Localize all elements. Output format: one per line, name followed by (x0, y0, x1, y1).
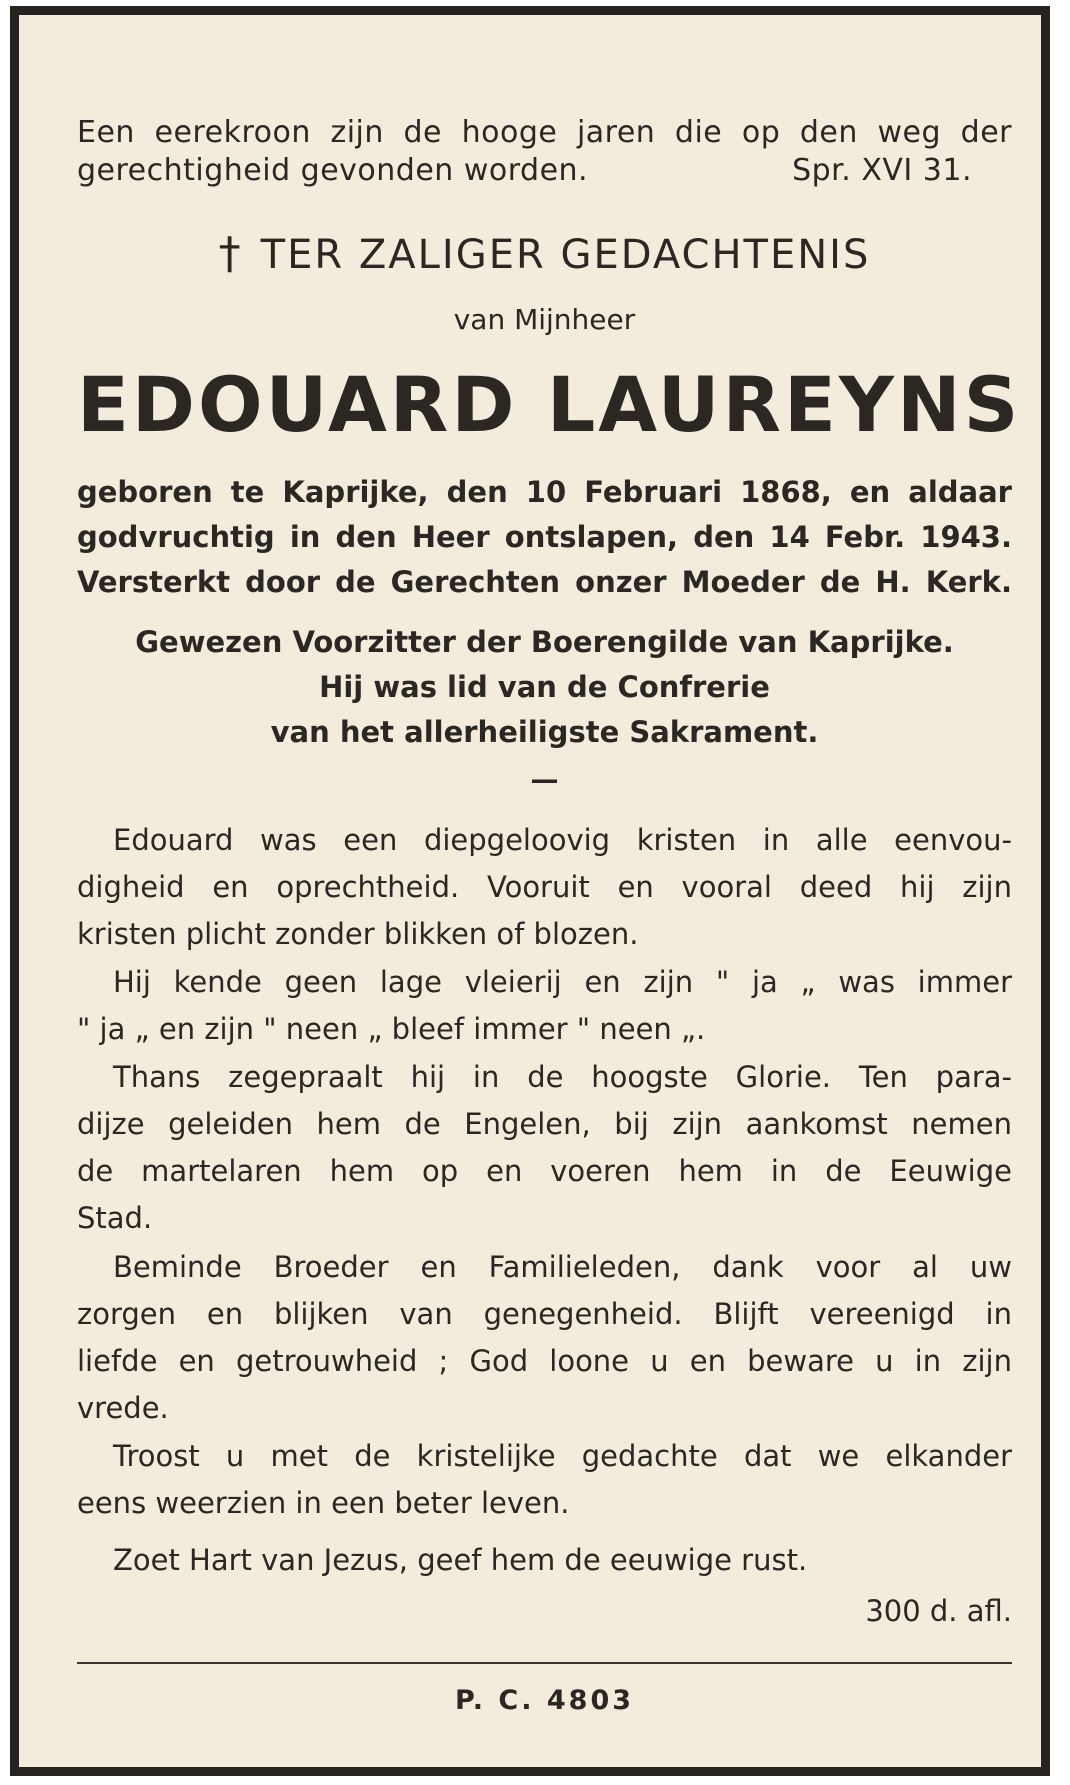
body-line: Beminde Broeder en Familieleden, dank voor al uw (113, 1250, 1012, 1284)
footer-rule (77, 1662, 1012, 1664)
body-line: liefde en getrouwheid ; God loone u en beware u in zijn (77, 1344, 1012, 1378)
body-line: Thans zegepraalt hij in de hoogste Glorie. Ten para- (113, 1060, 1012, 1094)
indulgence-note: 300 d. afl. (865, 1594, 1012, 1628)
honorific: van Mijnheer (453, 303, 636, 336)
body-line: vrede. (77, 1391, 169, 1425)
sacraments-line: Versterkt door de Gerechten onzer Moeder de H. Kerk. (77, 565, 1012, 599)
epigraph-reference: Spr. XVI 31. (792, 153, 972, 188)
body-line: Troost u met de kristelijke gedachte dat we elkander (113, 1439, 1012, 1473)
body-line: kristen plicht zonder blikken of blozen. (77, 917, 639, 951)
birth-line: geboren te Kaprijke, den 10 Februari 1868, en aldaar (77, 475, 1012, 509)
epigraph-line-1: Een eerekroon zijn de hooge jaren die op den weg der (77, 115, 1012, 150)
body-line: zorgen en blijken van genegenheid. Blijft vereenigd in (77, 1297, 1012, 1331)
memorial-card (10, 6, 1050, 1776)
body-line: " ja „ en zijn " neen „ bleef immer " neen „. (77, 1012, 706, 1046)
role-line: van het allerheiligste Sakrament. (270, 715, 819, 749)
body-line: digheid en oprechtheid. Vooruit en vooral deed hij zijn (77, 870, 1012, 904)
body-line: Hij kende geen lage vleierij en zijn " ja „ was immer (113, 965, 1012, 999)
deceased-name: EDOUARD LAUREYNS (77, 360, 1022, 449)
body-line: Edouard was een diepgeloovig kristen in alle eenvou- (113, 823, 1012, 857)
role-line: Gewezen Voorzitter der Boerengilde van Kaprijke. (135, 625, 954, 659)
epigraph-text: gerechtigheid gevonden worden. (77, 153, 589, 188)
separator: — (530, 763, 559, 796)
body-line: eens weerzien in een beter leven. (77, 1486, 570, 1520)
death-line: godvruchtig in den Heer ontslapen, den 14 Febr. 1943. (77, 520, 1012, 554)
cross-icon: † (218, 228, 243, 279)
closing-prayer: Zoet Hart van Jezus, geef hem de eeuwige rust. (113, 1543, 808, 1577)
epigraph-line-2 (77, 153, 1012, 188)
role-line: Hij was lid van de Confrerie (319, 670, 770, 704)
body-line: Stad. (77, 1201, 153, 1235)
printer-code: P. C. 4803 (454, 1685, 635, 1716)
heading-title: TER ZALIGER GEDACHTENIS (260, 232, 871, 278)
body-line: de martelaren hem op en voeren hem in de Eeuwige (77, 1154, 1012, 1188)
memorial-heading (77, 228, 1012, 279)
body-line: dijze geleiden hem de Engelen, bij zijn aankomst nemen (77, 1107, 1012, 1141)
